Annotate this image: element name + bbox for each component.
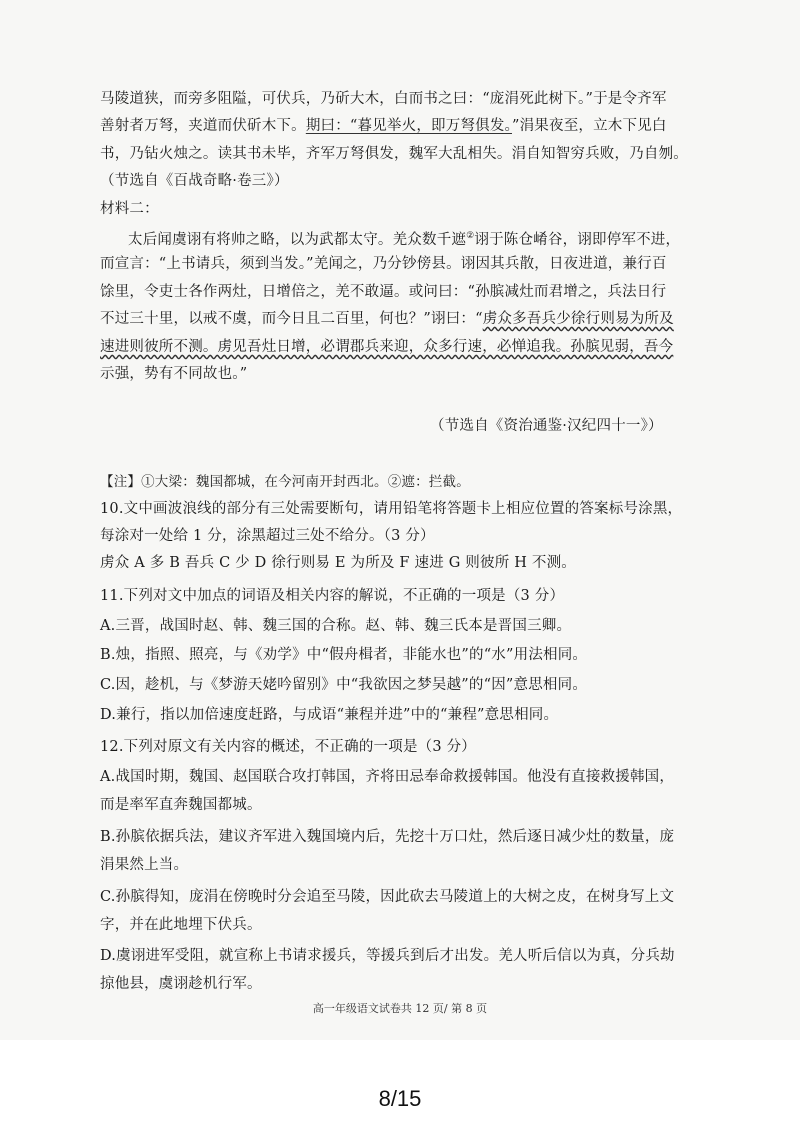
q11-option-d: D.兼行，指以加倍速度赶路，与成语“兼程并进”中的“兼程”意思相同。	[100, 707, 559, 723]
q10-options: 虏众 A 多 B 吾兵 C 少 D 徐行则易 E 为所及 F 速进 G 则彼所 H 不测。	[100, 555, 576, 571]
q12-option-a-line1: A.战国时期，魏国、赵国联合攻打韩国，齐将田忌奉命救援韩国。他没有直接救援韩国，	[100, 769, 675, 785]
passage1-line2-c: ”涓果夜至，立木下见白	[511, 118, 667, 134]
q11-option-c: C.因，趁机，与《梦游天姥吟留别》中“我欲因之梦吴越”的“因”意思相同。	[100, 677, 588, 693]
material2-source: （节选自《资治通鉴·汉纪四十一》）	[430, 418, 663, 434]
wavy-underline-segment-1: 虏众多吾兵少徐行则易为所及	[482, 311, 674, 327]
material2-line4	[100, 309, 674, 329]
material2-line3: 馀里，令吏士各作两灶，日增倍之，羌不敢逼。或问曰：“孙膑减灶而君增之，兵法日行	[100, 284, 667, 300]
footnote-marker-2: ②	[466, 231, 475, 241]
annotation-notes: 【注】①大梁：魏国都城，在今河南开封西北。②遮：拦截。	[100, 474, 470, 490]
q12-option-d-line1: D.虞诩进军受阻，就宣称上书请求援兵，等援兵到后才出发。羌人听后信以为真，分兵劫	[100, 948, 675, 964]
page-counter: 8/15	[378, 1086, 422, 1111]
q12-option-b-line2: 涓果然上当。	[100, 857, 189, 873]
q10-stem-line2: 每涂对一处给 1 分，涂黑超过三处不给分。（3 分）	[100, 528, 435, 544]
material2-line6: 示强，势有不同故也。”	[100, 366, 248, 382]
q12-option-c-line2: 字，并在此地埋下伏兵。	[100, 917, 262, 933]
passage1-line3: 书，乃钻火烛之。读其书未毕，齐军万弩俱发，魏军大乱相失。涓自知智穷兵败，乃自刎。	[100, 146, 688, 162]
q12-option-a-line2: 而是率军直奔魏国都城。	[100, 797, 262, 813]
q12-option-c-line1: C.孙膑得知，庞涓在傍晚时分会追至马陵，因此砍去马陵道上的大树之皮，在树身写上文	[100, 889, 675, 905]
passage1-line2	[100, 116, 667, 136]
q12-option-b-line1: B.孙膑依据兵法，建议齐军进入魏国境内后，先挖十万口灶，然后逐日减少灶的数量，庞	[100, 829, 675, 845]
material2-line1-b: 诩于陈仓崤谷，诩即停军不进，	[474, 231, 681, 248]
material2-heading: 材料二：	[100, 201, 159, 217]
passage1-line1: 马陵道狭，而旁多阻隘，可伏兵，乃斫大木，白而书之曰：“庞涓死此树下。”于是令齐军	[100, 91, 667, 107]
q11-stem: 11.下列对文中加点的词语及相关内容的解说，不正确的一项是（3 分）	[100, 588, 565, 604]
passage1-underlined-sentence: 期曰：“暮见举火，即万弩俱发。	[305, 118, 512, 134]
page-footer: 高一年级语文试卷共 12 页/ 第 8 页	[312, 1002, 488, 1015]
q12-option-d-line2: 掠他县，虞诩趁机行军。	[100, 976, 262, 992]
passage1-source: （节选自《百战奇略·卷三》）	[100, 173, 289, 189]
material2-line2: 而宣言：“上书请兵，须到当发。”羌闻之，乃分钞傍县。诩因其兵散，日夜进道，兼行百	[100, 256, 667, 272]
q12-stem: 12.下列对原文有关内容的概述，不正确的一项是（3 分）	[100, 739, 476, 755]
material2-line1-a: 太后闻虞诩有将帅之略，以为武都太守。羌众数千遮	[128, 231, 467, 248]
q11-option-b: B.烛，指照、照亮，与《劝学》中“假舟楫者，非能水也”的“水”用法相同。	[100, 647, 588, 663]
wavy-underline-segment-2: 速进则彼所不测。虏见吾灶日增，必谓郡兵来迎，众多行速，必惮追我。孙膑见弱，吾今	[100, 339, 674, 355]
q10-stem-line1: 10.文中画波浪线的部分有三处需要断句，请用铅笔将答题卡上相应位置的答案标号涂黑，	[100, 501, 683, 517]
q11-option-a: A.三晋，战国时赵、韩、魏三国的合称。赵、韩、魏三氏本是晋国三卿。	[100, 618, 572, 634]
material2-line4-a: 不过三十里，以戒不虞，而今日且二百里，何也？”诩曰：“	[100, 311, 483, 327]
material2-line1	[128, 226, 680, 250]
passage1-line2-a: 善射者万弩，夹道而伏斫木下。	[100, 118, 306, 134]
